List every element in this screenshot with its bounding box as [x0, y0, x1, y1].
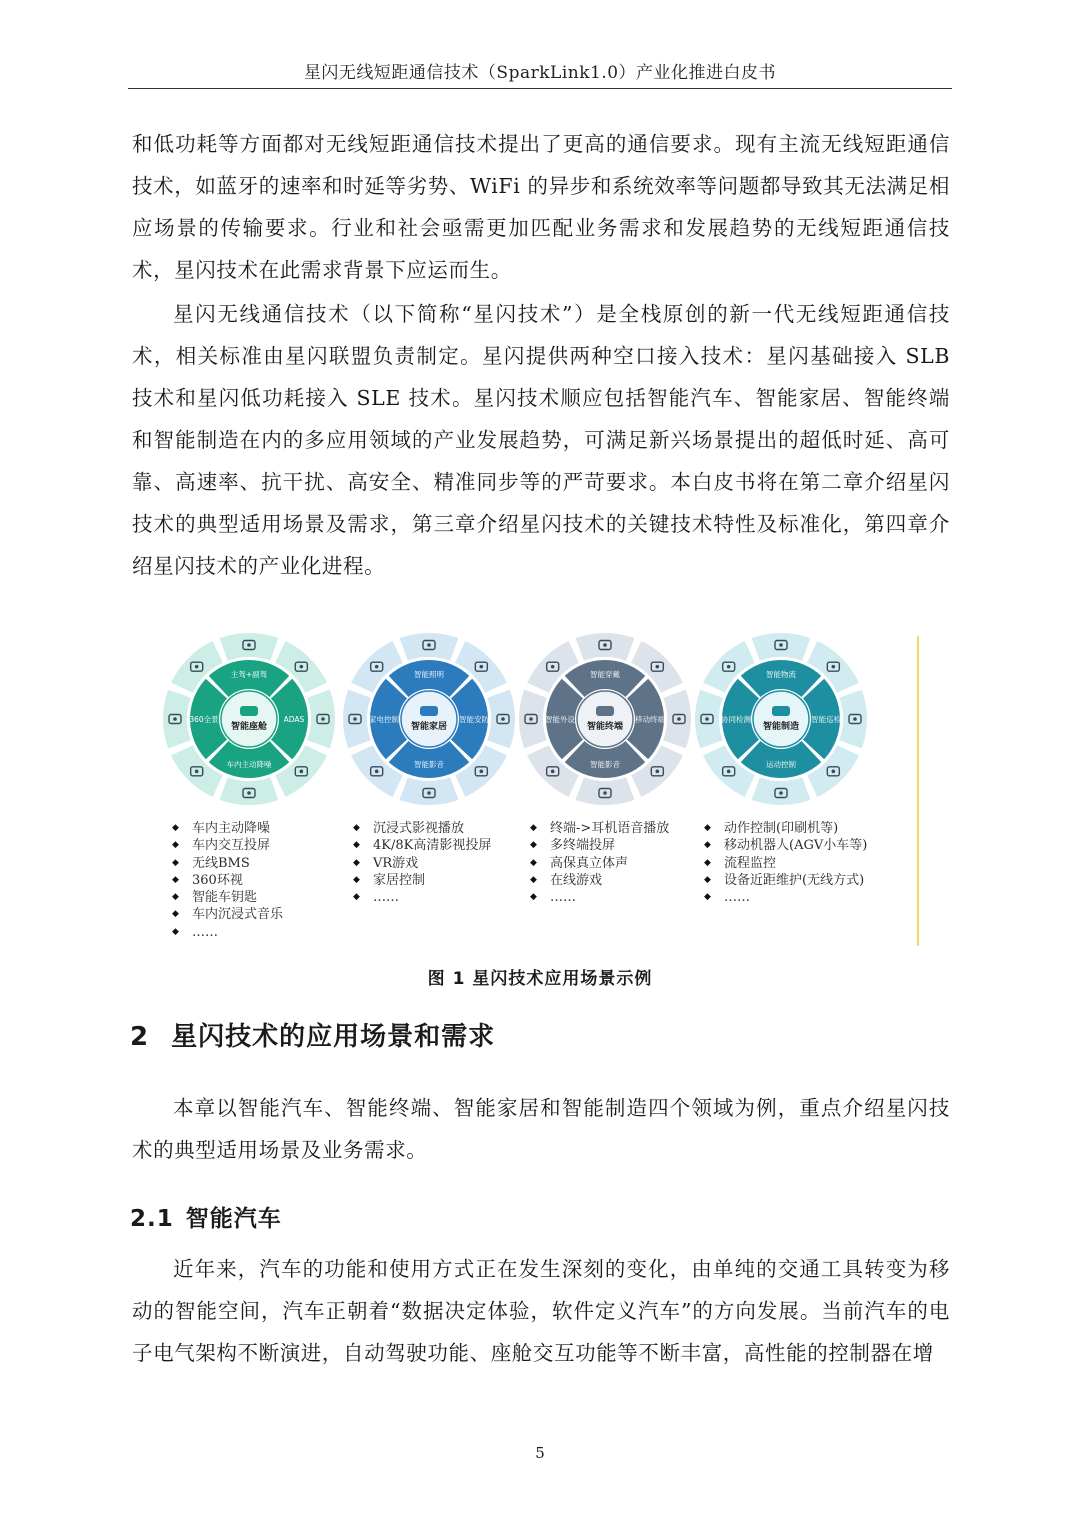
section-number: 2.1 — [130, 1206, 174, 1232]
list-item: ◆ 多终端投屏 — [530, 837, 669, 854]
wheel-hub — [221, 691, 277, 747]
list-item: ◆ 动作控制(印刷机等) — [704, 820, 867, 837]
segment-label: 智能影音 — [414, 760, 444, 769]
segment-label: 家电控制 — [369, 715, 399, 724]
wheel-center-label: 智能家居 — [410, 722, 448, 732]
list-item: ◆ 流程监控 — [704, 855, 867, 872]
outer-segment — [220, 777, 279, 805]
list-item: ◆ 在线游戏 — [530, 872, 669, 889]
segment-label: ADAS — [283, 715, 305, 724]
outer-segment — [752, 777, 811, 805]
outer-segment — [752, 633, 811, 661]
outer-segment — [576, 777, 635, 805]
wheel-hub — [401, 691, 457, 747]
list-item: ◆ VR游戏 — [353, 855, 491, 872]
outer-segment — [695, 690, 723, 749]
outer-segment — [220, 633, 279, 661]
bullet-list-terminal — [530, 820, 669, 906]
wheel-smart-cockpit — [162, 632, 336, 806]
section-title: 智能汽车 — [185, 1206, 282, 1232]
segment-label: 智能巡检 — [811, 715, 841, 724]
device-icon — [772, 706, 790, 716]
segment-label: 360全景 — [189, 715, 219, 724]
segment-label: 智能外设 — [545, 715, 575, 724]
list-item: ◆ …… — [704, 889, 867, 906]
list-item: ◆ 高保真立体声 — [530, 855, 669, 872]
page-number: 5 — [535, 1444, 545, 1462]
wheel-smart-manufacturing — [694, 632, 868, 806]
segment-label: 智能穿戴 — [590, 670, 620, 679]
bullet-list-cockpit — [172, 820, 283, 941]
figure-accent-line — [917, 636, 919, 946]
list-item: ◆ 4K/8K高清影视投屏 — [353, 837, 491, 854]
list-item: ◆ 360环视 — [172, 872, 283, 889]
section-2-intro: 本章以智能汽车、智能终端、智能家居和智能制造四个领域为例，重点介绍星闪技术的典型适用场景及业务需求。 — [132, 1096, 950, 1162]
paragraph-2: 星闪无线通信技术（以下简称“星闪技术”）是全栈原创的新一代无线短距通信技术，相关标准由星闪联盟负责制定。星闪提供两种空口接入技术：星闪基础接入 SLB 技术和星闪低功耗接入 SLE 技术。星闪技术顺应包括智能汽车、智能家居、智能终端和智能制造在内的多应用领域的产业发展趋势，可满足新兴场景提出的超低时延、高可靠、高速率、抗干扰、高安全、精准同步等的严苛要求。本白皮书将在第二章介绍星闪技术的典型适用场景及需求，第三章介绍星闪技术的关键技术特性及标准化，第四章介绍星闪技术的产业化进程。 — [132, 302, 950, 578]
figure-caption: 图 1 星闪技术应用场景示例 — [427, 969, 653, 989]
section-title: 星闪技术的应用场景和需求 — [171, 1022, 496, 1052]
wheel-hub — [753, 691, 809, 747]
header-rule — [128, 88, 952, 89]
list-item: ◆ …… — [353, 889, 491, 906]
list-item: ◆ 移动机器人(AGV小车等) — [704, 837, 867, 854]
section-2-1-heading — [130, 1200, 282, 1233]
outer-segment — [576, 633, 635, 661]
outer-segment — [343, 690, 371, 749]
section-2-1-paragraph: 近年来，汽车的功能和使用方式正在发生深刻的变化，由单纯的交通工具转变为移动的智能空间，汽车正朝着“数据决定体验，软件定义汽车”的方向发展。当前汽车的电子电气架构不断演进，自动驾驶功能、座舱交互功能等不断丰富，高性能的控制器在增 — [132, 1257, 950, 1365]
list-item: ◆ …… — [172, 924, 283, 941]
wheel-center-label: 智能终端 — [586, 722, 624, 732]
section-2-heading — [130, 1016, 495, 1053]
segment-label: 运动控制 — [766, 760, 796, 769]
figure-1 — [158, 632, 920, 948]
paragraph-1: 和低功耗等方面都对无线短距通信技术提出了更高的通信要求。现有主流无线短距通信技术，如蓝牙的速率和时延等劣势、WiFi 的异步和系统效率等问题都导致其无法满足相应场景的传输要求。行业和社会亟需更加匹配业务需求和发展趋势的无线短距通信技术，星闪技术在此需求背景下应运而生。 — [132, 132, 950, 282]
list-item: ◆ 设备近距维护(无线方式) — [704, 872, 867, 889]
outer-segment — [487, 690, 515, 749]
outer-segment — [839, 690, 867, 749]
segment-label: 智能安防 — [459, 715, 489, 724]
wheel-hub — [577, 691, 633, 747]
list-item: ◆ …… — [530, 889, 669, 906]
outer-segment — [400, 777, 459, 805]
segment-label: 车内主动降噪 — [226, 760, 272, 769]
list-item: ◆ 车内沉浸式音乐 — [172, 906, 283, 923]
list-item: ◆ 终端->耳机语音播放 — [530, 820, 669, 837]
list-item: ◆ 智能车钥匙 — [172, 889, 283, 906]
device-icon — [240, 706, 258, 716]
outer-segment — [163, 690, 191, 749]
bullet-list-home — [353, 820, 491, 906]
outer-segment — [400, 633, 459, 661]
segment-label: 智能物流 — [766, 670, 796, 679]
list-item: ◆ 家居控制 — [353, 872, 491, 889]
device-icon — [420, 706, 438, 716]
device-icon — [596, 706, 614, 716]
outer-segment — [663, 690, 691, 749]
wheel-smart-terminal — [518, 632, 692, 806]
segment-label: 主驾+副驾 — [230, 670, 268, 679]
segment-label: 移动终端 — [635, 715, 665, 724]
list-item: ◆ 车内主动降噪 — [172, 820, 283, 837]
outer-segment — [519, 690, 547, 749]
wheel-center-label: 智能制造 — [762, 722, 800, 732]
outer-segment — [307, 690, 335, 749]
list-item: ◆ 车内交互投屏 — [172, 837, 283, 854]
list-item: ◆ 无线BMS — [172, 855, 283, 872]
section-number: 2 — [130, 1022, 150, 1052]
wheel-smart-home — [342, 632, 516, 806]
segment-label: 智能影音 — [590, 760, 620, 769]
segment-label: 智能照明 — [414, 670, 444, 679]
bullet-list-manufacturing — [704, 820, 867, 906]
list-item: ◆ 沉浸式影视播放 — [353, 820, 491, 837]
wheel-center-label: 智能座舱 — [230, 722, 268, 732]
running-header: 星闪无线短距通信技术（SparkLink1.0）产业化推进白皮书 — [303, 63, 777, 83]
segment-label: 协同检测 — [721, 715, 751, 724]
